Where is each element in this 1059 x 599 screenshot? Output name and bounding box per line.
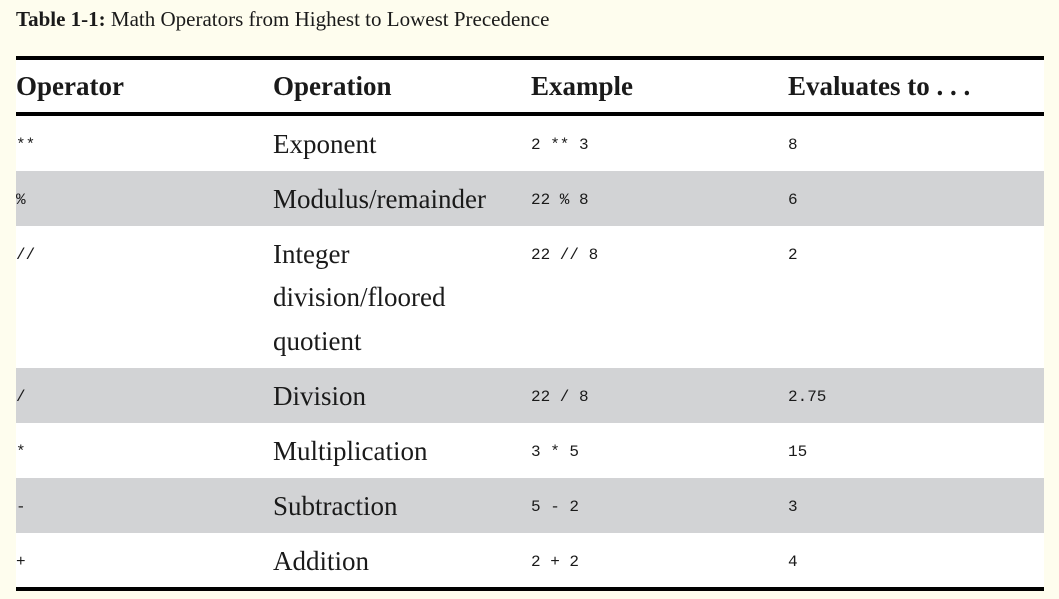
operation-cell: Subtraction — [273, 478, 531, 533]
result-cell: 2 — [788, 245, 798, 264]
example-cell: 2 ** 3 — [531, 136, 589, 154]
operators-table-container — [16, 56, 1044, 591]
example-cell: 22 / 8 — [531, 368, 788, 423]
operation-cell: Multiplication — [273, 435, 428, 466]
operator-cell: % — [16, 171, 273, 226]
table-row — [16, 171, 1044, 226]
header-example: Example — [531, 58, 788, 114]
example-cell: 2 + 2 — [531, 552, 580, 571]
example-cell: 3 * 5 — [531, 442, 580, 461]
table-row — [16, 423, 1044, 478]
example-cell: 22 % 8 — [531, 171, 788, 226]
table-row — [16, 114, 1044, 171]
operation-cell: Modulus/remainder — [273, 171, 531, 226]
table-row — [16, 368, 1044, 423]
result-cell: 15 — [788, 442, 808, 461]
operator-cell: + — [16, 552, 26, 571]
table-row — [16, 478, 1044, 533]
operator-cell: ** — [16, 136, 36, 154]
table-row — [16, 226, 1044, 368]
operator-cell: * — [16, 442, 26, 461]
caption-text: Math Operators from Highest to Lowest Precedence — [110, 7, 550, 31]
header-row — [16, 58, 1044, 114]
operator-cell: / — [16, 368, 273, 423]
table-row — [16, 533, 1044, 590]
result-cell: 4 — [788, 552, 798, 571]
result-cell: 2.75 — [788, 368, 1044, 423]
result-cell: 8 — [788, 136, 798, 154]
result-cell: 6 — [788, 171, 1044, 226]
result-cell: 3 — [788, 478, 1044, 533]
example-cell: 22 // 8 — [531, 245, 599, 264]
operation-cell: Integer division/floored quotient — [273, 238, 446, 356]
header-operator: Operator — [16, 58, 273, 114]
example-cell: 5 - 2 — [531, 478, 788, 533]
operation-cell: Division — [273, 368, 531, 423]
operation-cell: Addition — [273, 545, 370, 576]
header-evaluates-to: Evaluates to . . . — [788, 58, 1044, 114]
operator-cell: // — [16, 245, 36, 264]
header-operation: Operation — [273, 58, 531, 114]
operators-table — [16, 56, 1044, 591]
operator-cell: - — [16, 478, 273, 533]
caption-label: Table 1-1: — [16, 7, 106, 31]
operation-cell: Exponent — [273, 129, 377, 159]
table-caption — [16, 4, 549, 34]
